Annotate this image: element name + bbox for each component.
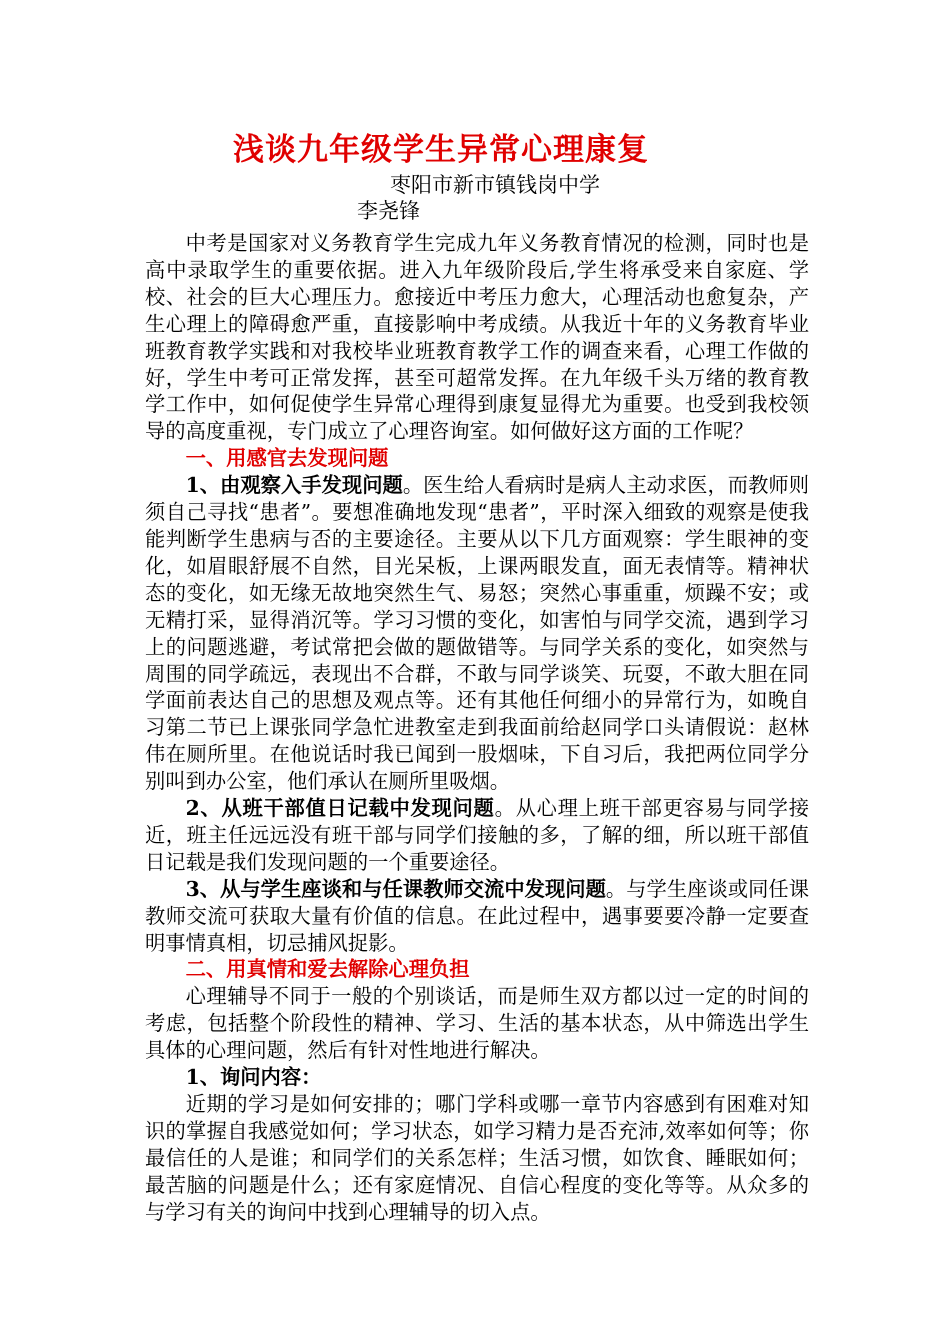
paragraph-duty-records [145,795,809,876]
subheading-inquiry: 1、询问内容： [185,1065,322,1090]
section-heading-2: 二、用真情和爱去解除心理负担 [185,957,470,982]
intro-paragraph: 中考是国家对义务教育学生完成九年义务教育情况的检测，同时也是高中录取学生的重要依据。进入九年级阶段后,学生将承受来自家庭、学校、社会的巨大心理压力。愈接近中考压力愈大，心理活动也愈复杂，产生心理上的障碍愈严重，直接影响中考成绩。从我近十年的义务教育毕业班教育教学实践和对我校毕业班教育教学工作的调查来看，心理工作做的好，学生中考可正常发挥，甚至可超常发挥。在九年级千头万绪的教育教学工作中，如何促使学生异常心理得到康复显得尤为重要。也受到我校领导的高度重视，专门成立了心理咨询室。如何做好这方面的工作呢？ [145,231,809,444]
paragraph-inquiry: 近期的学习是如何安排的；哪门学科或哪一章节内容感到有困难对知识的掌握自我感觉如何；学习状态，如学习精力是否充沛,效率如何等；你最信任的人是谁；和同学们的关系怎样；生活习惯，如饮食、睡眠如何；最苦脑的问题是什么；还有家庭情况、自信心程度的变化等等。从众多的与学习有关的询问中找到心理辅导的切入点。 [145,1092,809,1224]
subheading-duty-records: 2、从班干部值日记载中发现问题 [185,796,495,821]
subheading-discussion: 3、从与学生座谈和与任课教师交流中发现问题 [185,876,606,901]
author-name: 李尧锋 [357,199,420,223]
paragraph-counseling: 心理辅导不同于一般的个别谈话，而是师生双方都以过一定的时间的考虑，包括整个阶段性的精神、学习、生活的基本状态，从中筛选出学生具体的心理问题，然后有针对性地进行解决。 [145,984,809,1063]
section-heading-1: 一、用感官去发现问题 [185,446,389,471]
discussion-text: 。与学生座谈或同任课教师交流可获取大量有价值的信息。在此过程中，遇事要要冷静一定要查明事情真相，切忌捕风捉影。 [145,876,809,955]
subheading-observation: 1、由观察入手发现问题 [185,473,403,498]
document-title: 浅谈九年级学生异常心理康复 [233,132,649,168]
observation-text: 。医生给人看病时是病人主动求医，而教师则须自己寻找“患者”。要想准确地发现“患者”，平时深入细致的观察是使我能判断学生患病与否的主要途径。主要从以下几方面观察：学生眼神的变化，如眉眼舒展不自然，目光呆板，上课两眼发直，面无表情等。精神状态的变化，如无缘无故地突然生气、易怒；突然心事重重，烦躁不安；或无精打采，显得消沉等。学习习惯的变化，如害怕与同学交流，遇到学习上的问题逃避，考试常把会做的题做错等。与同学关系的变化，如突然与周围的同学疏远，表现出不合群，不敢与同学谈笑、玩耍，不敢大胆在同学面前表达自己的思想及观点等。还有其他任何细小的异常行为，如晚自习第二节已上课张同学急忙进教室走到我面前给赵同学口头请假说：赵林伟在厕所里。在他说话时我已闻到一股烟味，下自习后，我把两位同学分别叫到办公室，他们承认在厕所里吸烟。 [145,473,809,794]
school-name: 枣阳市新市镇钱岗中学 [390,173,600,197]
paragraph-discussion [145,876,809,957]
paragraph-observation [145,472,809,795]
duty-records-text: 。从心理上班干部更容易与同学接近，班主任远远没有班干部与同学们接触的多，了解的细，所以班干部值日记载是我们发现问题的一个重要途径。 [145,796,809,874]
document-page [145,128,809,1226]
